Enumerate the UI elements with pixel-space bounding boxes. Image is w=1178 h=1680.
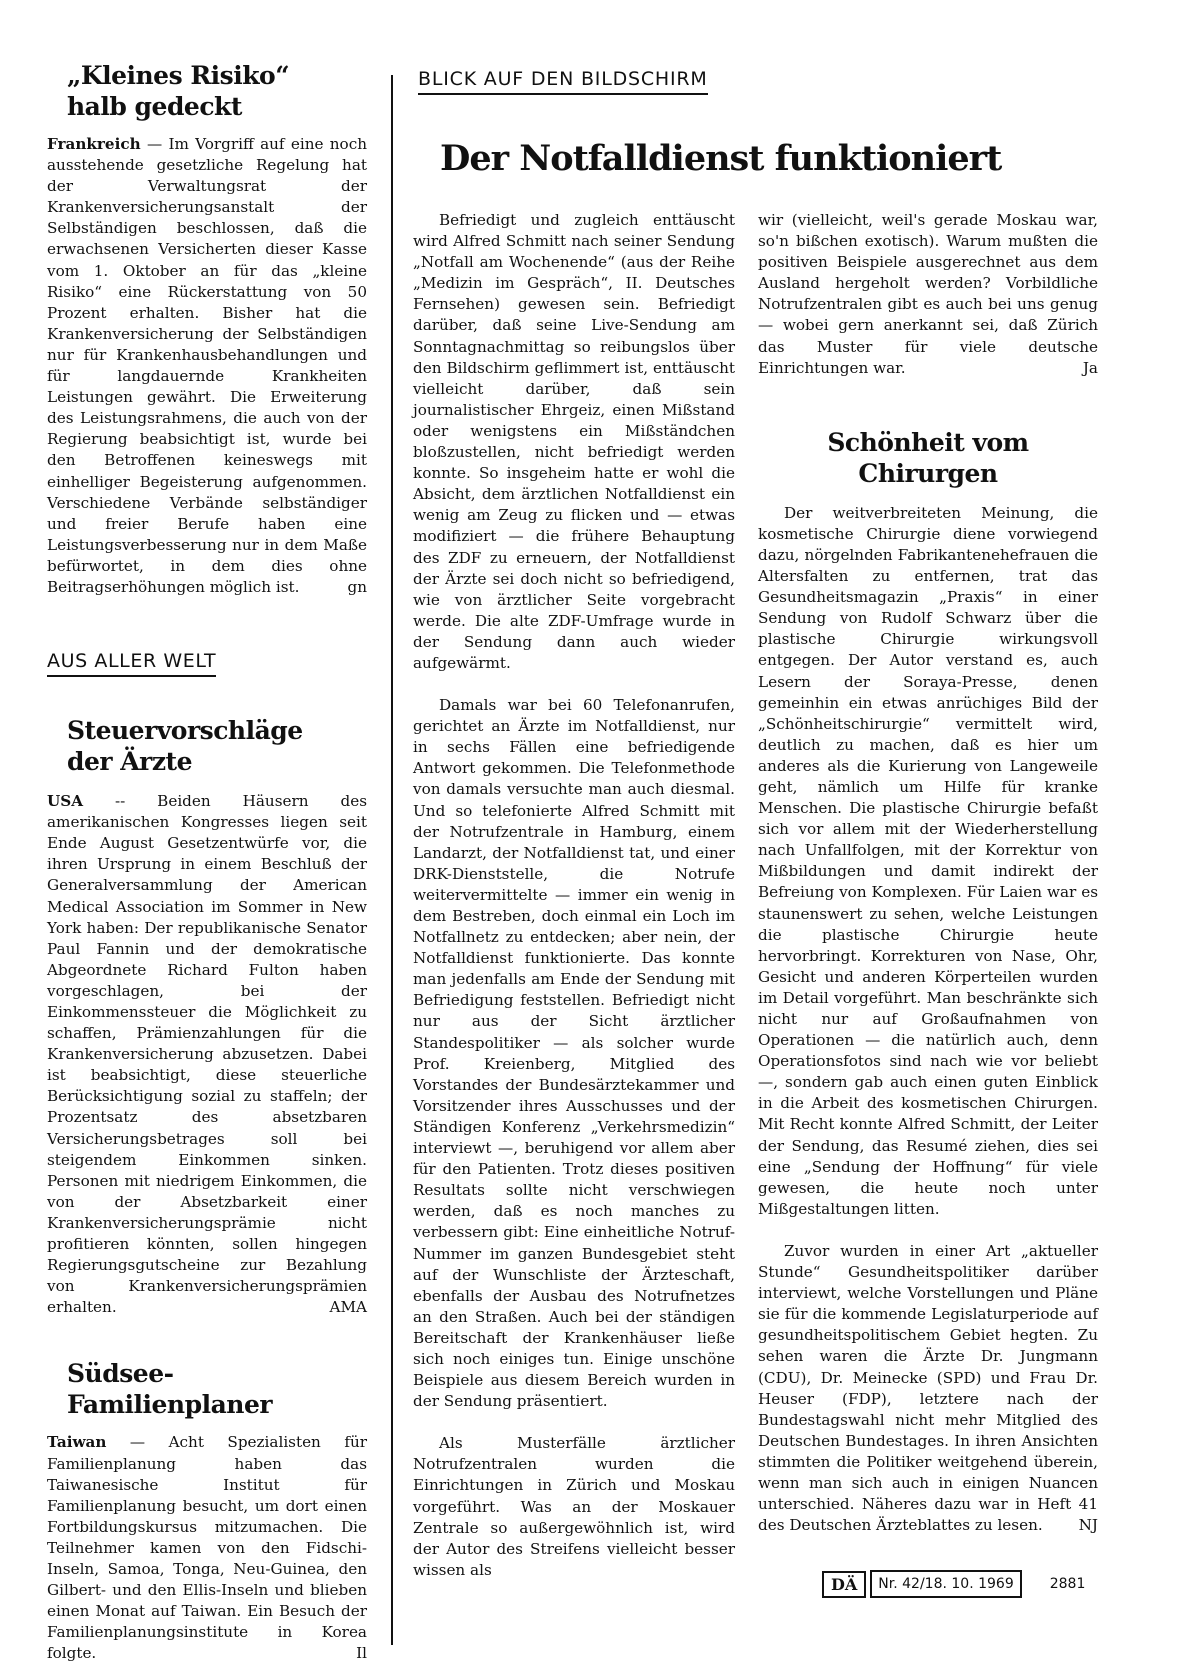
left-column	[47, 60, 367, 1664]
body-text: Zuvor wurden in einer Art „aktueller Stunde“ Gesundheitspolitiker darüber interviewt, welche Vorstellungen und Pläne sie für die kommende Legislaturperiode auf gesundheitspolitischem Gebiet hegten. Zu sehen waren die Ärzte Dr. Jungmann (CDU), Dr. Meinecke (SPD) und Frau Dr. Heuser (FDP), letztere nach der Bundestagswahl nicht mehr Mitglied des Deutschen Bundestages. In ihren Ansichten stimmten die Politiker weitgehend überein, wenn man sich auch in einigen Nuancen unterschied. Näheres dazu war in Heft 41 des Deutschen Ärzteblattes zu lesen.	[758, 1241, 1098, 1535]
kicker-label: BLICK AUF DEN BILDSCHIRM	[418, 68, 708, 95]
main-paragraph: Damals war bei 60 Telefonanrufen, gerichtet an Ärzte im Notfalldienst, nur in sechs Fällen eine befriedigende Antwort gekommen. Die Telefonmethode von damals versuchte man auch diesmal. Und so telefonierte Alfred Schmitt mit der Notrufzentrale in Hamburg, einem Landarzt, der Notfalldienst tat, und einer DRK-Dienststelle, die Notrufe weitervermittelte — immer ein wenig in dem Bestreben, doch einmal ein Loch im Notfallnetz zu entdecken; aber nein, der Notfalldienst funktionierte. Das konnte man jedenfalls am Ende der Sendung mit Befriedigung feststellen. Befriedigt nicht nur aus der Sicht ärztlicher Standespolitiker — als solcher wurde Prof. Kreienberg, Mitglied des Vorstandes der Bundesärztekammer und Vorsitzender ihres Ausschusses und der Ständigen Konferenz „Verkehrsmedizin“ interviewt —, beruhigend vor allem aber für den Patienten. Trotz dieses positiven Resultats sollte nicht verschwiegen werden, daß es noch manches zu verbessern gibt: Eine einheitliche Notruf-Nummer im ganzen Bundesgebiet steht auf der Wunschliste der Ärzteschaft, ebenfalls der Ausbau des Notrufnetzes an den Straßen. Auch bei der ständigen Bereitschaft der Krankenhäuser ließe sich noch einiges tun. Einige unschöne Beispiele aus diesem Bereich wurden in der Sendung präsentiert.	[413, 696, 735, 1411]
page-number: 2881	[1049, 1576, 1086, 1592]
main-paragraph: Als Musterfälle ärztlicher Notrufzentralen wurden die Einrichtungen in Zürich und Moskau vorgeführt. Was an der Moskauer Zentrale so außergewöhnlich ist, wird der Autor des Streifens vielleicht besser wissen als	[413, 1434, 735, 1579]
issue-info: Nr. 42/18. 10. 1969	[870, 1570, 1021, 1598]
section-label: AUS ALLER WELT	[47, 650, 216, 677]
section-header	[47, 650, 367, 677]
dateline: USA	[47, 792, 83, 811]
title-line: „Kleines Risiko“	[67, 61, 290, 90]
main-paragraph-continued	[758, 210, 1098, 379]
author-signature: Il	[356, 1644, 367, 1663]
middle-column	[413, 210, 735, 1581]
article-title-kleines-risiko	[47, 60, 367, 122]
body-text: wir (vielleicht, weil's gerade Moskau war, so'n bißchen exotisch). Warum mußten die positiven Beispiele ausgerechnet aus dem Ausland hergeholt werden? Vorbildliche Notrufzentralen gibt es auch bei uns genug — wobei gern anerkannt sei, daß Zürich das Muster für viele deutsche Einrichtungen war.	[758, 211, 1098, 377]
title-line: Steuervorschläge	[67, 716, 303, 746]
article-title-schoenheit	[758, 427, 1098, 489]
article-body-suedsee	[47, 1432, 367, 1664]
body-text: — Im Vorgriff auf eine noch ausstehende gesetzliche Regelung hat der Verwaltungsrat der Krankenversicherungsanstalt der Selbständigen beschlossen, daß die erwachsenen Versicherten dieser Kasse vom 1. Oktober an für das „kleine Risiko“ eine Rückerstattung von 50 Prozent erhalten. Bisher hat die Krankenversicherung der Selbständigen nur für Krankenhausbehandlungen und für langdauernde Krankheiten Leistungen gewährt. Die Erweiterung des Leistungsrahmens, die auch von der Regierung beabsichtigt ist, wurde bei den Betroffenen keineswegs mit einhelliger Begeisterung aufgenommen. Verschiedene Verbände selbständiger und freier Berufe haben eine Leistungsverbesserung nur in dem Maße befürwortet, in dem dies ohne Beitragserhöhungen möglich ist.	[47, 135, 367, 596]
article-title-suedsee	[47, 1358, 367, 1420]
right-column	[758, 210, 1098, 1536]
article-body-kleines-risiko	[47, 134, 367, 598]
author-signature: Ja	[1082, 358, 1098, 377]
main-paragraph: Befriedigt und zugleich enttäuscht wird Alfred Schmitt nach seiner Sendung „Notfall am Wochenende“ (aus der Reihe „Medizin im Gespräch“, II. Deutsches Fernsehen) gewesen sein. Befriedigt darüber, daß seine Live-Sendung am Sonntagnachmittag so reibungslos über den Bildschirm geflimmert ist, enttäuscht vielleicht darüber, daß sein journalistischer Ehrgeiz, einen Mißstand oder wenigstens ein Mißständchen bloßzustellen, nicht befriedigt werden konnte. So insgeheim hatte er wohl die Absicht, dem ärztlichen Notfalldienst ein wenig am Zeug zu flicken und — etwas modifiziert — die frühere Behauptung des ZDF zu erneuern, der Notfalldienst der Ärzte sei doch nicht so befriedigend, wie von ärztlicher Seite vorgebracht werde. Die alte ZDF-Umfrage wurde in der Sendung dann auch wieder aufgewärmt.	[413, 211, 735, 672]
author-signature: AMA	[329, 1298, 367, 1317]
journal-logo: DÄ	[822, 1571, 866, 1598]
body-text: — Acht Spezialisten für Familienplanung haben das Taiwanesische Institut für Familienplanung besucht, um dort einen Fortbildungskursus mitzumachen. Die Teilnehmer kamen von den Fidschi-Inseln, Samoa, Tonga, Neu-Guinea, den Gilbert- und den Ellis-Inseln und blieben einen Monat auf Taiwan. Ein Besuch der Familienplanungsinstitute in Korea folgte.	[47, 1433, 367, 1663]
title-line: Südsee-Familienplaner	[67, 1359, 273, 1420]
dateline: Taiwan	[47, 1433, 107, 1452]
kicker	[418, 68, 708, 95]
article-body-steuervorschlaege	[47, 791, 367, 1318]
body-text: -- Beiden Häusern des amerikanischen Kongresses liegen seit Ende August Gesetzentwürfe vor, die ihren Ursprung in einem Beschluß der Generalversammlung der American Medical Association im Sommer in New York haben: Der republikanische Senator Paul Fannin und der demokratische Abgeordnete Richard Fulton haben vorgeschlagen, bei der Einkommenssteuer die Möglichkeit zu schaffen, Prämienzahlungen für die Krankenversicherung abzusetzen. Dabei ist beabsichtigt, diese steuerliche Berücksichtigung sozial zu staffeln; der Prozentsatz des absetzbaren Versicherungsbetrages soll bei steigendem Einkommen sinken. Personen mit niedrigem Einkommen, die von der Absetzbarkeit einer Krankenversicherungsprämie nicht profitieren könnten, sollen hingegen Regierungsgutscheine zur Bezahlung von Krankenversicherungsprämien erhalten.	[47, 792, 367, 1317]
main-article-title: Der Notfalldienst funktioniert	[440, 138, 1002, 179]
article-paragraph	[758, 1241, 1098, 1536]
author-signature: NJ	[1078, 1516, 1098, 1535]
dateline: Frankreich	[47, 135, 141, 153]
title-line: halb gedeckt	[67, 92, 242, 121]
title-line: der Ärzte	[67, 747, 192, 777]
article-title-steuervorschlaege	[47, 715, 367, 777]
title-line: Schönheit vom Chirurgen	[827, 427, 1029, 488]
column-rule	[391, 75, 393, 1645]
author-signature: gn	[347, 577, 367, 596]
article-paragraph: Der weitverbreiteten Meinung, die kosmetische Chirurgie diene vorwiegend dazu, nörgelnden Fabrikantenehefrauen die Altersfalten zu entfernen, trat das Gesundheitsmagazin „Praxis“ in einer Sendung von Rudolf Schwarz über die plastische Chirurgie wirkungsvoll entgegen. Der Autor verstand es, auch Lesern der Soraya-Presse, denen gemeinhin ein etwas anrüchiges Bild der „Schönheitschirurgie“ vermittelt wird, deutlich zu machen, daß es hier um anderes als die Kurierung von Langeweile geht, nämlich um Hilfe für kranke Menschen. Die plastische Chirurgie befaßt sich vor allem mit der Wiederherstellung nach Unfallfolgen, mit der Korrektur von Mißbildungen und damit indirekt der Befreiung von Komplexen. Für Laien war es staunenswert zu sehen, welche Leistungen die plastische Chirurgie heute hervorbringt. Korrekturen von Nase, Ohr, Gesicht und anderen Körperteilen wurden im Detail vorgeführt. Man beschränkte sich nicht nur auf Großaufnahmen von Operationen — die natürlich auch, denn Operationsfotos sind nach wie vor beliebt —, sondern gab auch einen guten Einblick in die Arbeit des kosmetischen Chirurgen. Mit Recht konnte Alfred Schmitt, der Leiter der Sendung, das Resumé ziehen, dies sei eine „Sendung der Hoffnung“ für viele gewesen, die heute noch unter Mißgestaltungen litten.	[758, 503, 1098, 1218]
page-footer	[822, 1570, 1085, 1598]
